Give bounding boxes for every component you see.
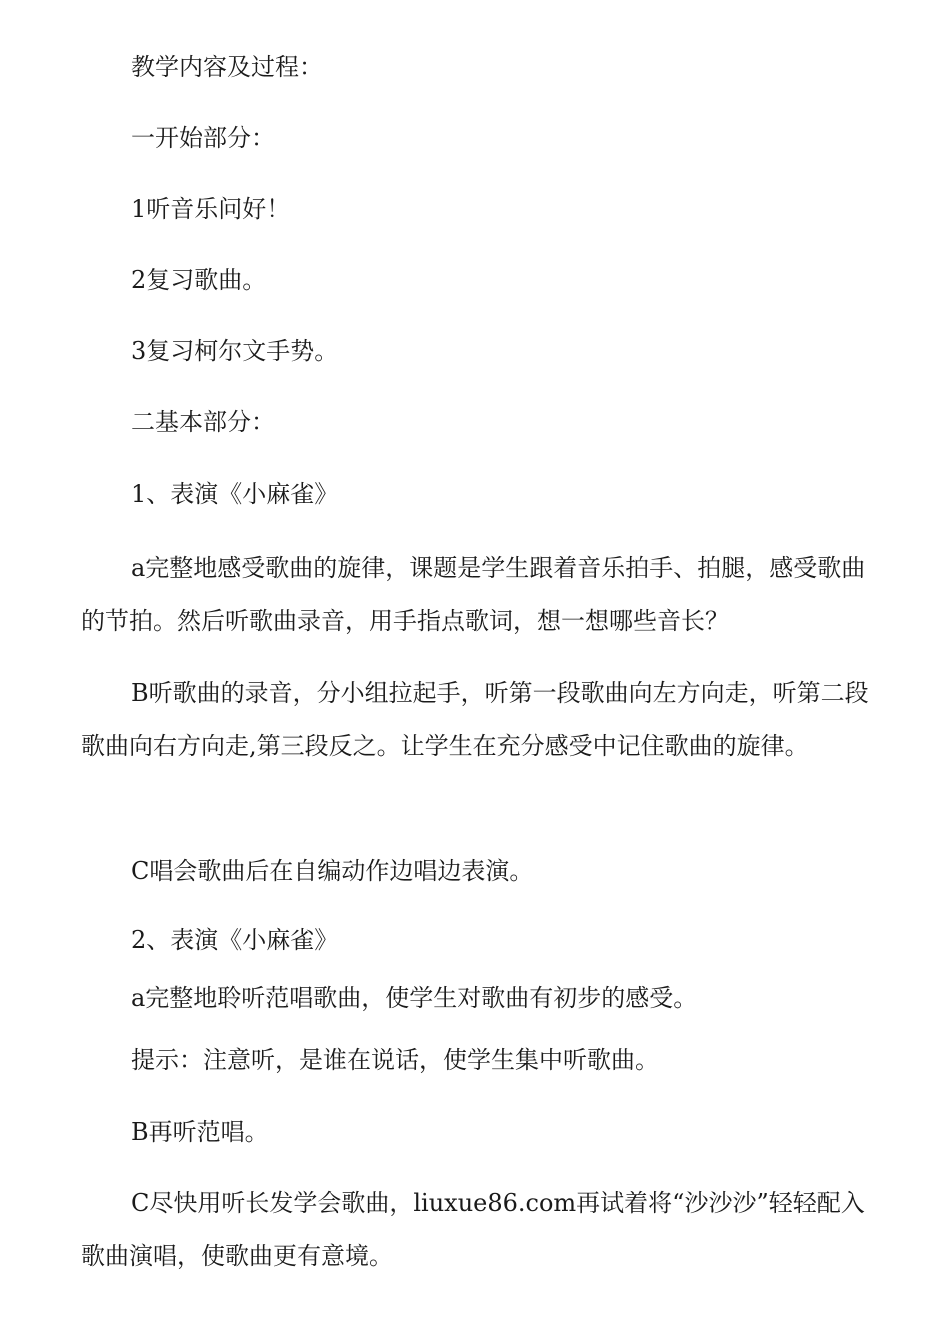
paragraph-step-1: 1听音乐问好！ [131,195,291,223]
paragraph-item-2c: C尽快用听长发学会歌曲，liuxue86.com再试着将“沙沙沙”轻轻配入歌曲演唱，使歌曲更有意境。 [81,1189,865,1270]
paragraph-step-3: 3复习柯尔文手势。 [131,337,339,365]
paragraph-item-2: 2、表演《小麻雀》 [131,926,339,954]
paragraph-item-1b: B听歌曲的录音，分小组拉起手，听第一段歌曲向左方向走，听第二段歌曲向右方向走,第三段反之。让学生在充分感受中记住歌曲的旋律。 [81,679,869,760]
paragraph-item-1: 1、表演《小麻雀》 [131,480,339,508]
paragraph-item-1a: a完整地感受歌曲的旋律，课题是学生跟着音乐拍手、拍腿，感受歌曲的节拍。然后听歌曲录音，用手指点歌词，想一想哪些音长？ [81,554,866,635]
paragraph-item-1c: C唱会歌曲后在自编动作边唱边表演。 [131,857,534,885]
paragraph-item-2b: B再听范唱。 [131,1118,269,1146]
paragraph-section-opening: 一开始部分： [131,124,275,152]
paragraph-heading-content: 教学内容及过程： [131,53,323,81]
paragraph-hint: 提示：注意听，是谁在说话，使学生集中听歌曲。 [131,1046,659,1074]
paragraph-step-2: 2复习歌曲。 [131,266,267,294]
paragraph-section-basic: 二基本部分： [131,408,275,436]
paragraph-item-2a: a完整地聆听范唱歌曲，使学生对歌曲有初步的感受。 [131,984,698,1012]
